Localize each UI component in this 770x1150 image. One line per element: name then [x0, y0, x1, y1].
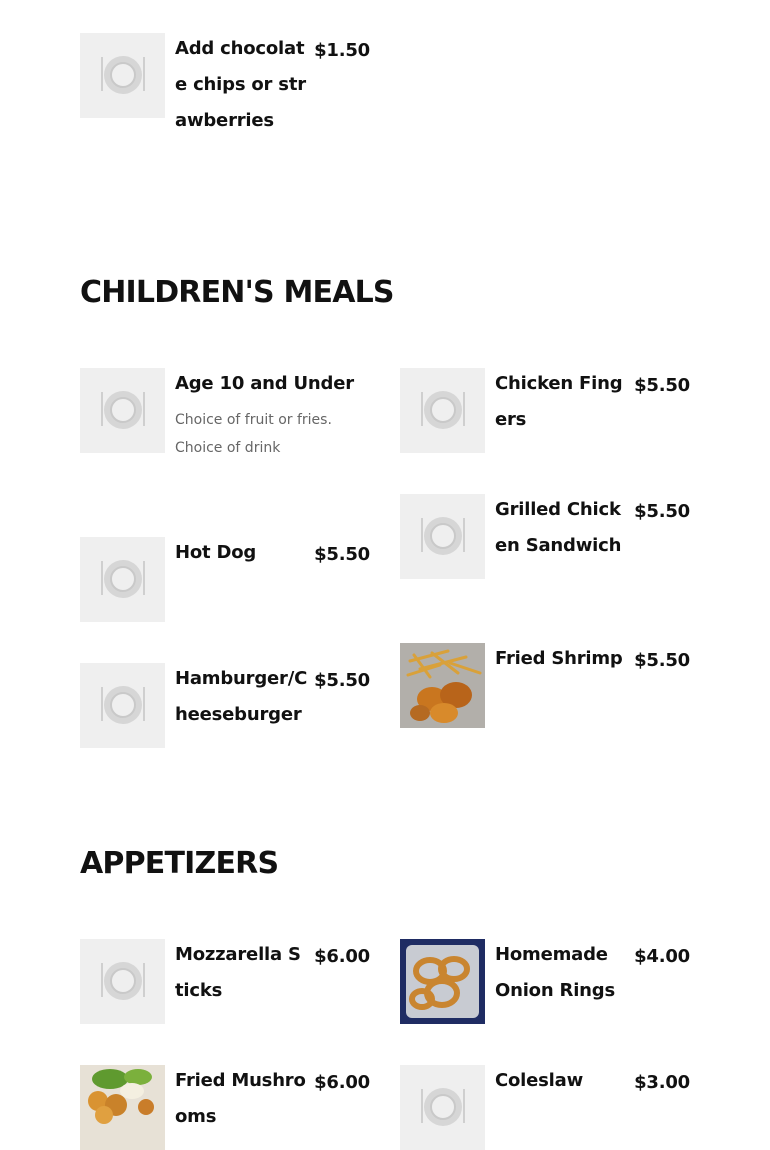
fried-mushrooms-photo — [80, 1065, 165, 1150]
menu-item[interactable] — [80, 33, 370, 139]
item-price: $5.50 — [634, 650, 690, 671]
item-name: Mozzarella Sticks — [175, 944, 301, 1001]
plate-placeholder-icon — [80, 368, 165, 453]
menu-item[interactable] — [400, 494, 690, 579]
menu-item[interactable] — [80, 537, 370, 622]
plate-placeholder-icon — [400, 368, 485, 453]
item-name: Hot Dog — [175, 542, 257, 563]
plate-placeholder-icon — [80, 33, 165, 118]
item-price: $5.50 — [314, 670, 370, 691]
item-price: $1.50 — [314, 40, 370, 61]
fried-shrimp-photo — [400, 643, 485, 728]
item-name: Coleslaw — [495, 1070, 584, 1091]
menu-item[interactable] — [80, 1065, 370, 1150]
item-price: $6.00 — [314, 946, 370, 967]
menu-item[interactable] — [80, 663, 370, 748]
section-title-appetizers: APPETIZERS — [80, 846, 279, 881]
item-name: Chicken Fingers — [495, 373, 623, 430]
item-price: $5.50 — [634, 375, 690, 396]
item-name: Hamburger/Cheeseburger — [175, 668, 308, 725]
onion-rings-photo — [400, 939, 485, 1024]
item-description: Choice of fruit or fries. Choice of drink — [175, 412, 332, 456]
item-price: $5.50 — [314, 544, 370, 565]
menu-item[interactable] — [80, 368, 370, 462]
plate-placeholder-icon — [400, 494, 485, 579]
item-price: $4.00 — [634, 946, 690, 967]
item-name: Grilled Chicken Sandwich — [495, 499, 622, 556]
item-name: Fried Mushrooms — [175, 1070, 306, 1127]
item-name: Age 10 and Under — [175, 373, 354, 394]
menu-item[interactable] — [400, 1065, 690, 1150]
item-name: Add chocolate chips or strawberries — [175, 38, 306, 131]
menu-item[interactable] — [400, 368, 690, 453]
section-title-childrens-meals: CHILDREN'S MEALS — [80, 275, 394, 310]
plate-placeholder-icon — [80, 663, 165, 748]
menu-item[interactable] — [400, 643, 690, 728]
plate-placeholder-icon — [80, 939, 165, 1024]
item-price: $6.00 — [314, 1072, 370, 1093]
item-price: $5.50 — [634, 501, 690, 522]
item-price: $3.00 — [634, 1072, 690, 1093]
plate-placeholder-icon — [80, 537, 165, 622]
item-name: Homemade Onion Rings — [495, 944, 615, 1001]
menu-item[interactable] — [80, 939, 370, 1024]
item-name: Fried Shrimp — [495, 648, 623, 669]
menu-item[interactable] — [400, 939, 690, 1024]
plate-placeholder-icon — [400, 1065, 485, 1150]
